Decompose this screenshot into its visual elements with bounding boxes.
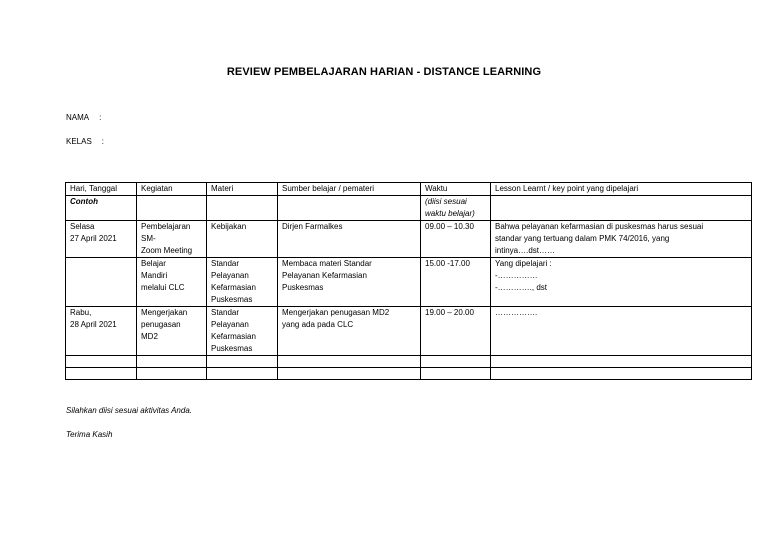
table-cell [278,368,421,380]
nama-field [66,113,101,122]
cell-line: Kefarmasian [211,283,256,292]
table-cell [207,196,278,221]
cell-line: ……………. [495,308,538,317]
table-cell [278,356,421,368]
table-cell [137,356,207,368]
cell-line: Puskesmas [211,295,253,304]
waktu-cell: 09.00 – 10.30 [421,221,491,258]
waktu-cell: 15.00 -17.00 [421,258,491,307]
nama-label: NAMA [66,113,90,122]
cell-line: Puskesmas [282,283,324,292]
table-cell [66,356,137,368]
cell-line: waktu belajar) [425,209,475,218]
table-row [66,307,752,356]
nama-colon: : [99,113,102,122]
cell-line: -…………., dst [495,283,548,292]
cell-line: SM- [141,234,156,243]
header-cell: Materi [207,183,278,196]
table-row [66,258,752,307]
cell-line: intinya….dst…… [495,246,556,255]
cell-line: 27 April 2021 [70,234,117,243]
lesson-cell [491,221,752,258]
instruction-note: Silahkan diisi sesuai aktivitas Anda. [66,406,192,415]
header-cell: Hari, Tanggal [66,183,137,196]
cell-line: standar yang tertuang dalam PMK 74/2016, yang [495,234,670,243]
cell-line: Standar [211,259,240,268]
cell-line: -…………… [495,271,538,280]
table-cell [491,196,752,221]
table-row-empty [66,368,752,380]
cell-line: Membaca materi Standar [282,259,372,268]
kelas-field [66,137,104,146]
cell-line: 28 April 2021 [70,320,117,329]
cell-line: yang ada pada CLC [282,320,354,329]
table-cell [421,368,491,380]
cell-line: Selasa [70,222,95,231]
table-cell [278,196,421,221]
cell-line: Belajar [141,259,166,268]
sumber-cell [278,221,421,258]
kegiatan-cell [137,258,207,307]
cell-line: Kefarmasian [211,332,256,341]
cell-line: Pelayanan [211,320,249,329]
cell-line: Mengerjakan penugasan MD2 [282,308,390,317]
example-waktu-cell [421,196,491,221]
table-row-example [66,196,752,221]
sumber-cell [278,258,421,307]
table-cell [421,356,491,368]
cell-line: Pelayanan Kefarmasian [282,271,367,280]
cell-line: Dirjen Farmalkes [282,222,343,231]
cell-line: Pembelajaran [141,222,191,231]
header-cell: Lesson Learnt / key point yang dipelajari [491,183,752,196]
cell-line: Standar [211,308,240,317]
example-day-cell: Contoh [66,196,137,221]
table-cell [137,196,207,221]
lesson-cell [491,258,752,307]
review-table [65,182,752,380]
sumber-cell [278,307,421,356]
cell-line: Mengerjakan [141,308,188,317]
cell-line: Mandiri [141,271,168,280]
day-cell [66,307,137,356]
table-cell [491,356,752,368]
cell-line: Kebijakan [211,222,247,231]
table-cell [137,368,207,380]
table-header-row [66,183,752,196]
cell-line: penugasan [141,320,181,329]
kegiatan-cell [137,221,207,258]
cell-line: Pelayanan [211,271,249,280]
header-cell: Waktu [421,183,491,196]
table-cell [207,356,278,368]
cell-line: Bahwa pelayanan kefarmasian di puskesmas harus sesuai [495,222,704,231]
cell-line: Zoom Meeting [141,246,193,255]
cell-line: melalui CLC [141,283,185,292]
materi-cell [207,258,278,307]
day-cell [66,221,137,258]
cell-line: Rabu, [70,308,92,317]
cell-line: MD2 [141,332,158,341]
kegiatan-cell [137,307,207,356]
header-cell: Sumber belajar / pemateri [278,183,421,196]
kelas-label: KELAS [66,137,92,146]
header-cell: Kegiatan [137,183,207,196]
materi-cell [207,221,278,258]
day-cell [66,258,137,307]
cell-line: (diisi sesuai [425,197,467,206]
closing-note: Terima Kasih [66,430,113,439]
cell-line: Yang dipelajari : [495,259,552,268]
table-row-empty [66,356,752,368]
waktu-cell: 19.00 – 20.00 [421,307,491,356]
table-row [66,221,752,258]
lesson-cell [491,307,752,356]
materi-cell [207,307,278,356]
table-cell [491,368,752,380]
table-cell [66,368,137,380]
document-title: REVIEW PEMBELAJARAN HARIAN - DISTANCE LEARNING [226,66,542,78]
kelas-colon: : [101,137,105,146]
table-cell [207,368,278,380]
cell-line: Puskesmas [211,344,253,353]
